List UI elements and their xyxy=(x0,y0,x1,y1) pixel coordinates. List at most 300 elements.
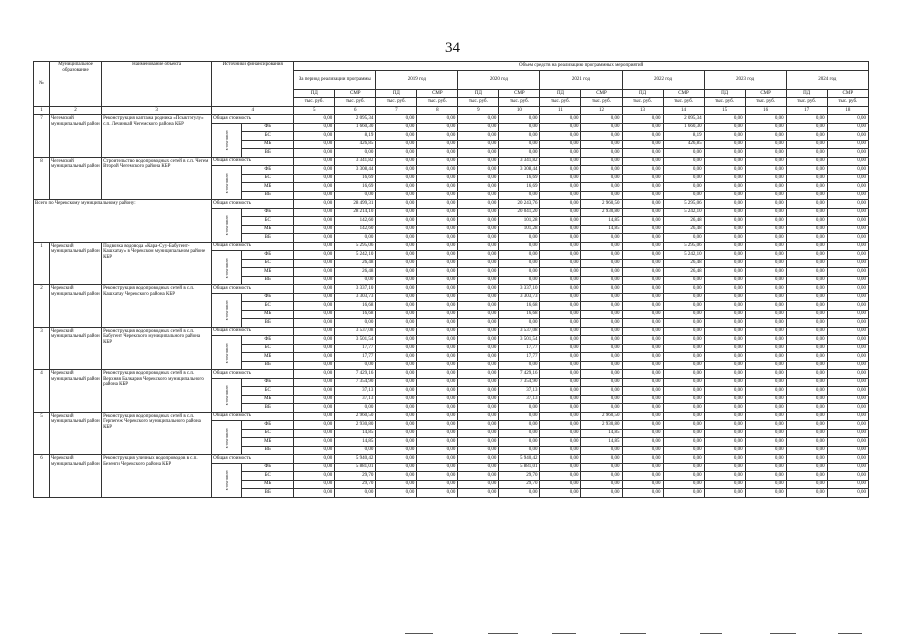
value-cell: 0,00 xyxy=(417,455,458,464)
value-cell: 0,00 xyxy=(458,336,499,345)
value-cell: 0,00 xyxy=(540,149,581,158)
value-cell: 17,77 xyxy=(499,353,540,362)
value-cell: 0,00 xyxy=(827,225,868,234)
value-cell: 0,00 xyxy=(827,208,868,217)
municipality-name: Черекский муниципальный район xyxy=(50,242,102,285)
value-cell: 0,00 xyxy=(499,438,540,447)
value-cell: 0,00 xyxy=(417,412,458,421)
value-cell: 0,00 xyxy=(663,310,704,319)
value-cell: 0,00 xyxy=(827,191,868,200)
source-name: МБ xyxy=(242,268,294,277)
header-unit: тыс. руб. xyxy=(622,98,663,107)
value-cell: 0,00 xyxy=(704,395,745,404)
value-cell: 0,00 xyxy=(786,183,827,192)
header-unit: тыс. руб. xyxy=(294,98,335,107)
value-cell: 0,00 xyxy=(458,115,499,124)
source-name: ФБ xyxy=(242,123,294,132)
value-cell: 0,00 xyxy=(540,166,581,175)
value-cell: 0,00 xyxy=(663,404,704,413)
value-cell: 0,00 xyxy=(704,489,745,498)
value-cell: 0,00 xyxy=(745,132,786,141)
source-name: ФБ xyxy=(242,251,294,260)
value-cell: 3 337,10 xyxy=(335,285,376,294)
column-number: 6 xyxy=(335,106,376,115)
value-cell: 0,00 xyxy=(417,472,458,481)
value-cell: 16,68 xyxy=(335,302,376,311)
value-cell: 0,00 xyxy=(663,438,704,447)
value-cell: 0,00 xyxy=(581,455,622,464)
value-cell: 0,00 xyxy=(376,123,417,132)
value-cell: 0,00 xyxy=(376,353,417,362)
header-object: Наименование объекта xyxy=(102,62,212,107)
header-num: № xyxy=(34,62,50,107)
value-cell: 0,00 xyxy=(540,344,581,353)
source-name: ФБ xyxy=(242,463,294,472)
value-cell: 0,00 xyxy=(417,157,458,166)
value-cell: 0,00 xyxy=(417,302,458,311)
value-cell: 8,19 xyxy=(663,132,704,141)
row-number: 5 xyxy=(34,412,50,455)
value-cell: 0,00 xyxy=(663,191,704,200)
table-row xyxy=(34,115,869,124)
value-cell: 0,00 xyxy=(786,378,827,387)
table-row xyxy=(34,327,869,336)
value-cell: 0,00 xyxy=(581,157,622,166)
value-cell: 0,00 xyxy=(745,463,786,472)
value-cell: 0,00 xyxy=(417,149,458,158)
value-cell: 0,00 xyxy=(786,404,827,413)
value-cell: 0,00 xyxy=(499,404,540,413)
value-cell: 0,00 xyxy=(540,353,581,362)
value-cell: 0,00 xyxy=(458,480,499,489)
value-cell: 0,00 xyxy=(540,438,581,447)
value-cell: 0,00 xyxy=(294,234,335,243)
value-cell: 0,00 xyxy=(786,285,827,294)
value-cell: 0,00 xyxy=(417,225,458,234)
column-number: 5 xyxy=(294,106,335,115)
value-cell: 0,00 xyxy=(581,336,622,345)
value-cell: 0,00 xyxy=(827,395,868,404)
value-cell: 0,00 xyxy=(745,225,786,234)
value-cell: 0,00 xyxy=(786,361,827,370)
value-cell: 3 308,44 xyxy=(499,166,540,175)
value-cell: 8,19 xyxy=(335,132,376,141)
value-cell: 0,00 xyxy=(704,200,745,209)
value-cell: 0,00 xyxy=(376,140,417,149)
value-cell: 0,00 xyxy=(786,463,827,472)
value-cell: 0,00 xyxy=(704,429,745,438)
value-cell: 0,00 xyxy=(294,149,335,158)
value-cell: 0,00 xyxy=(294,378,335,387)
value-cell: 0,00 xyxy=(417,174,458,183)
value-cell: 0,00 xyxy=(663,336,704,345)
value-cell: 0,00 xyxy=(581,489,622,498)
value-cell: 0,00 xyxy=(376,387,417,396)
value-cell: 0,00 xyxy=(704,268,745,277)
value-cell: 0,00 xyxy=(417,166,458,175)
value-cell: 0,00 xyxy=(704,387,745,396)
including-label xyxy=(212,378,242,412)
value-cell: 1 660,30 xyxy=(663,123,704,132)
value-cell: 0,00 xyxy=(417,353,458,362)
value-cell: 0,00 xyxy=(745,200,786,209)
value-cell: 0,00 xyxy=(540,174,581,183)
value-cell: 0,00 xyxy=(335,489,376,498)
source-name: ВБ xyxy=(242,319,294,328)
value-cell: 0,00 xyxy=(458,251,499,260)
value-cell: 0,00 xyxy=(745,302,786,311)
value-cell: 0,00 xyxy=(376,208,417,217)
value-cell: 0,00 xyxy=(417,446,458,455)
value-cell: 0,00 xyxy=(458,149,499,158)
value-cell: 0,00 xyxy=(458,344,499,353)
value-cell: 0,00 xyxy=(540,463,581,472)
header-year: 2019 год xyxy=(376,70,458,89)
value-cell: 0,00 xyxy=(786,234,827,243)
header-smr: СМР xyxy=(663,89,704,98)
source-name: МБ xyxy=(242,225,294,234)
value-cell: 0,00 xyxy=(786,353,827,362)
value-cell: 0,00 xyxy=(622,242,663,251)
value-cell: 0,00 xyxy=(786,200,827,209)
row-number: 3 xyxy=(34,327,50,370)
column-number: 11 xyxy=(540,106,581,115)
value-cell: 0,00 xyxy=(294,319,335,328)
value-cell: 0,00 xyxy=(827,217,868,226)
value-cell: 0,00 xyxy=(745,259,786,268)
value-cell: 0,00 xyxy=(663,149,704,158)
value-cell: 0,00 xyxy=(499,242,540,251)
value-cell: 0,00 xyxy=(376,285,417,294)
value-cell: 0,00 xyxy=(827,115,868,124)
value-cell: 0,00 xyxy=(786,472,827,481)
header-unit: тыс. руб. xyxy=(745,98,786,107)
value-cell: 0,00 xyxy=(827,480,868,489)
value-cell: 20 243,76 xyxy=(499,200,540,209)
value-cell: 0,00 xyxy=(663,183,704,192)
value-cell: 0,00 xyxy=(540,412,581,421)
value-cell: 0,00 xyxy=(540,370,581,379)
value-cell: 26,48 xyxy=(663,217,704,226)
value-cell: 0,00 xyxy=(417,123,458,132)
value-cell: 0,00 xyxy=(581,353,622,362)
value-cell: 0,00 xyxy=(663,344,704,353)
value-cell: 0,00 xyxy=(417,217,458,226)
value-cell: 14,85 xyxy=(581,225,622,234)
header-municipality: Муниципальное образование xyxy=(50,62,102,107)
value-cell: 0,00 xyxy=(622,336,663,345)
value-cell: 0,00 xyxy=(622,251,663,260)
object-name: Реконструкция водопроводных сетей в с.п. Верхняя Балкария Черекского муниципального района КБР xyxy=(102,370,212,413)
value-cell: 0,00 xyxy=(581,174,622,183)
value-cell: 142,60 xyxy=(335,217,376,226)
table-body xyxy=(34,115,869,498)
value-cell: 0,00 xyxy=(745,276,786,285)
value-cell: 0,00 xyxy=(827,489,868,498)
value-cell: 0,00 xyxy=(704,285,745,294)
value-cell: 0,00 xyxy=(376,404,417,413)
value-cell: 0,00 xyxy=(622,370,663,379)
value-cell: 0,00 xyxy=(622,327,663,336)
source-name: МБ xyxy=(242,140,294,149)
value-cell: 0,00 xyxy=(827,310,868,319)
value-cell: 0,00 xyxy=(458,276,499,285)
value-cell: 0,00 xyxy=(540,429,581,438)
source-total: Общая стоимость xyxy=(212,285,294,294)
source-name: БС xyxy=(242,302,294,311)
header-volume: Объем средств на реализацию программных мероприятий xyxy=(294,62,869,71)
value-cell: 0,00 xyxy=(540,132,581,141)
value-cell: 29,70 xyxy=(335,480,376,489)
value-cell: 0,00 xyxy=(458,327,499,336)
value-cell: 0,00 xyxy=(581,302,622,311)
column-number: 10 xyxy=(499,106,540,115)
value-cell: 0,00 xyxy=(622,438,663,447)
value-cell: 0,00 xyxy=(745,395,786,404)
including-label xyxy=(212,208,242,242)
value-cell: 0,00 xyxy=(704,344,745,353)
value-cell: 0,00 xyxy=(827,293,868,302)
value-cell: 0,00 xyxy=(540,421,581,430)
value-cell: 0,00 xyxy=(704,438,745,447)
value-cell: 0,00 xyxy=(458,412,499,421)
value-cell: 0,00 xyxy=(622,276,663,285)
value-cell: 14,85 xyxy=(335,438,376,447)
header-smr: СМР xyxy=(417,89,458,98)
municipality-name: Черекский муниципальный район xyxy=(50,412,102,455)
header-unit: тыс. руб. xyxy=(827,98,868,107)
value-cell: 0,00 xyxy=(458,123,499,132)
value-cell: 0,00 xyxy=(704,327,745,336)
column-number: 18 xyxy=(827,106,868,115)
column-number: 7 xyxy=(376,106,417,115)
value-cell: 0,00 xyxy=(458,463,499,472)
column-number: 1 xyxy=(34,106,50,115)
value-cell: 0,00 xyxy=(458,404,499,413)
source-name: ФБ xyxy=(242,166,294,175)
value-cell: 0,00 xyxy=(499,251,540,260)
value-cell: 0,00 xyxy=(417,208,458,217)
value-cell: 0,00 xyxy=(499,276,540,285)
value-cell: 0,00 xyxy=(540,310,581,319)
value-cell: 0,00 xyxy=(704,157,745,166)
value-cell: 0,00 xyxy=(827,268,868,277)
value-cell: 0,00 xyxy=(786,302,827,311)
source-name: ВБ xyxy=(242,489,294,498)
value-cell: 0,00 xyxy=(376,132,417,141)
value-cell: 0,00 xyxy=(581,191,622,200)
value-cell: 0,00 xyxy=(622,123,663,132)
value-cell: 0,00 xyxy=(827,166,868,175)
value-cell: 0,00 xyxy=(540,259,581,268)
value-cell: 0,00 xyxy=(622,140,663,149)
value-cell: 5 881,01 xyxy=(335,463,376,472)
value-cell: 0,00 xyxy=(540,123,581,132)
value-cell: 0,00 xyxy=(294,404,335,413)
value-cell: 0,00 xyxy=(376,370,417,379)
value-cell: 0,00 xyxy=(294,463,335,472)
value-cell: 14,85 xyxy=(581,438,622,447)
value-cell: 0,00 xyxy=(581,268,622,277)
value-cell: 0,00 xyxy=(294,302,335,311)
value-cell: 0,00 xyxy=(376,191,417,200)
value-cell: 0,00 xyxy=(786,310,827,319)
value-cell: 0,00 xyxy=(335,319,376,328)
value-cell: 0,00 xyxy=(786,480,827,489)
including-label-text: в том числе: xyxy=(223,214,229,236)
value-cell: 0,00 xyxy=(417,480,458,489)
value-cell: 0,00 xyxy=(376,276,417,285)
value-cell: 0,00 xyxy=(540,293,581,302)
value-cell: 0,00 xyxy=(745,149,786,158)
source-name: МБ xyxy=(242,183,294,192)
value-cell: 16,68 xyxy=(499,302,540,311)
value-cell: 0,00 xyxy=(827,446,868,455)
value-cell: 0,00 xyxy=(622,115,663,124)
value-cell: 0,00 xyxy=(294,242,335,251)
value-cell: 0,00 xyxy=(499,446,540,455)
value-cell: 0,00 xyxy=(786,217,827,226)
value-cell: 0,00 xyxy=(786,319,827,328)
value-cell: 0,00 xyxy=(376,217,417,226)
value-cell: 0,00 xyxy=(663,489,704,498)
value-cell: 0,00 xyxy=(458,438,499,447)
value-cell: 0,00 xyxy=(827,302,868,311)
value-cell: 0,00 xyxy=(786,191,827,200)
value-cell: 0,00 xyxy=(540,327,581,336)
value-cell: 0,00 xyxy=(745,234,786,243)
value-cell: 0,00 xyxy=(786,412,827,421)
value-cell: 0,00 xyxy=(294,217,335,226)
value-cell: 0,00 xyxy=(540,480,581,489)
value-cell: 0,00 xyxy=(458,387,499,396)
source-name: ВБ xyxy=(242,276,294,285)
value-cell: 37,13 xyxy=(499,387,540,396)
municipality-name: Чегемский муниципальный район xyxy=(50,115,102,158)
value-cell: 0,00 xyxy=(417,421,458,430)
value-cell: 0,00 xyxy=(581,446,622,455)
value-cell: 0,00 xyxy=(458,166,499,175)
value-cell: 7 354,90 xyxy=(499,378,540,387)
value-cell: 0,00 xyxy=(704,276,745,285)
value-cell: 0,00 xyxy=(622,208,663,217)
value-cell: 0,00 xyxy=(540,404,581,413)
value-cell: 0,00 xyxy=(581,370,622,379)
value-cell: 0,00 xyxy=(376,166,417,175)
value-cell: 16,68 xyxy=(499,310,540,319)
value-cell: 0,00 xyxy=(827,174,868,183)
value-cell: 0,00 xyxy=(786,370,827,379)
value-cell: 0,00 xyxy=(540,200,581,209)
scan-mark xyxy=(552,633,576,634)
value-cell: 0,00 xyxy=(622,429,663,438)
value-cell: 0,00 xyxy=(622,412,663,421)
value-cell: 0,00 xyxy=(786,429,827,438)
including-label-text: в том числе: xyxy=(223,129,229,151)
value-cell: 0,00 xyxy=(786,174,827,183)
value-cell: 0,00 xyxy=(704,412,745,421)
value-cell: 0,00 xyxy=(458,132,499,141)
value-cell: 0,00 xyxy=(663,370,704,379)
value-cell: 0,00 xyxy=(417,310,458,319)
value-cell: 0,00 xyxy=(827,276,868,285)
value-cell: 0,00 xyxy=(745,429,786,438)
value-cell: 0,00 xyxy=(581,259,622,268)
value-cell: 0,00 xyxy=(745,191,786,200)
value-cell: 0,00 xyxy=(376,302,417,311)
value-cell: 0,00 xyxy=(417,200,458,209)
value-cell: 0,00 xyxy=(458,353,499,362)
value-cell: 0,00 xyxy=(745,310,786,319)
value-cell: 0,00 xyxy=(499,123,540,132)
header-smr: СМР xyxy=(827,89,868,98)
value-cell: 0,00 xyxy=(786,336,827,345)
value-cell: 0,00 xyxy=(622,200,663,209)
value-cell: 0,00 xyxy=(827,378,868,387)
value-cell: 0,00 xyxy=(376,149,417,158)
source-name: БС xyxy=(242,259,294,268)
value-cell: 0,00 xyxy=(540,489,581,498)
value-cell: 0,00 xyxy=(540,208,581,217)
value-cell: 0,00 xyxy=(376,310,417,319)
value-cell: 0,00 xyxy=(499,259,540,268)
value-cell: 0,00 xyxy=(458,429,499,438)
value-cell: 0,00 xyxy=(417,319,458,328)
value-cell: 0,00 xyxy=(294,174,335,183)
value-cell: 0,00 xyxy=(704,234,745,243)
value-cell: 0,00 xyxy=(786,438,827,447)
value-cell: 0,00 xyxy=(294,259,335,268)
value-cell: 0,00 xyxy=(745,412,786,421)
value-cell: 0,00 xyxy=(581,378,622,387)
value-cell: 0,00 xyxy=(622,302,663,311)
value-cell: 0,00 xyxy=(704,191,745,200)
value-cell: 0,00 xyxy=(827,157,868,166)
value-cell: 0,00 xyxy=(786,166,827,175)
value-cell: 3 303,73 xyxy=(335,293,376,302)
value-cell: 0,00 xyxy=(458,225,499,234)
value-cell: 0,00 xyxy=(376,174,417,183)
value-cell: 0,00 xyxy=(540,276,581,285)
value-cell: 0,00 xyxy=(294,480,335,489)
value-cell: 0,00 xyxy=(704,242,745,251)
value-cell: 0,00 xyxy=(622,225,663,234)
value-cell: 3 501,54 xyxy=(499,336,540,345)
value-cell: 0,00 xyxy=(622,149,663,158)
value-cell: 0,00 xyxy=(745,293,786,302)
value-cell: 26,48 xyxy=(335,259,376,268)
value-cell: 0,00 xyxy=(335,234,376,243)
value-cell: 3 501,54 xyxy=(335,336,376,345)
value-cell: 426,85 xyxy=(335,140,376,149)
value-cell: 0,00 xyxy=(827,140,868,149)
value-cell: 0,00 xyxy=(335,404,376,413)
value-cell: 0,00 xyxy=(786,387,827,396)
value-cell: 0,00 xyxy=(704,140,745,149)
value-cell: 0,00 xyxy=(499,421,540,430)
value-cell: 0,00 xyxy=(786,268,827,277)
value-cell: 0,00 xyxy=(827,242,868,251)
value-cell: 0,00 xyxy=(704,302,745,311)
value-cell: 0,00 xyxy=(540,242,581,251)
column-number: 13 xyxy=(622,106,663,115)
value-cell: 101,28 xyxy=(499,217,540,226)
value-cell: 0,00 xyxy=(294,455,335,464)
column-number: 2 xyxy=(50,106,102,115)
value-cell: 0,00 xyxy=(827,200,868,209)
value-cell: 0,00 xyxy=(294,387,335,396)
value-cell: 17,77 xyxy=(335,353,376,362)
